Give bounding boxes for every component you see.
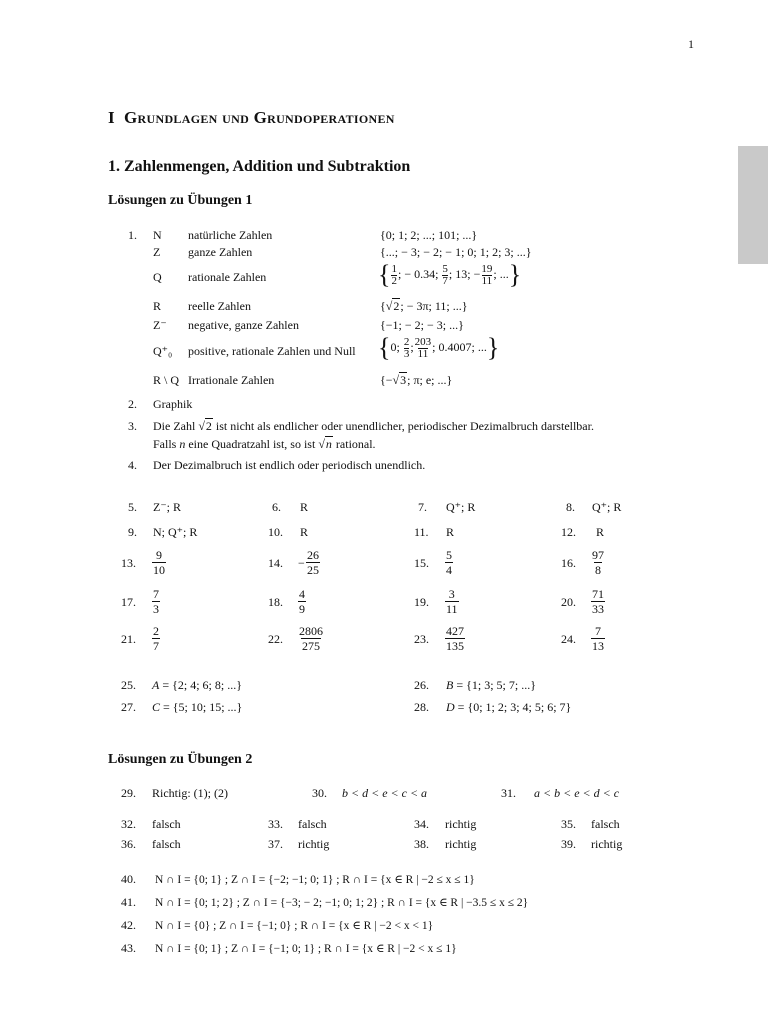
answer-value: richtig (445, 817, 477, 831)
answer-number: 18. (268, 595, 283, 609)
set-definition: B = {1; 3; 5; 7; ...} (446, 678, 536, 692)
answer-number: 12. (561, 525, 576, 539)
answer-value: Q⁺; R (446, 500, 476, 514)
answer-value: richtig (445, 837, 477, 851)
answer-value: Richtig: (1); (2) (152, 786, 228, 800)
fraction: $\frac{3}{11}$ (446, 587, 458, 616)
set-example-irr: {−√3; π; e; ...} (380, 373, 453, 387)
answer-number: 8. (566, 500, 575, 514)
answer-number: 7. (418, 500, 427, 514)
set-symbol: Z⁻ (153, 318, 167, 332)
fraction: $\frac{9}{10}$ (153, 548, 165, 577)
set-example: {−1; − 2; − 3; ...} (380, 318, 464, 332)
answer-number: 25. (121, 678, 136, 692)
answer-number: 13. (121, 556, 136, 570)
answer-number: 39. (561, 837, 576, 851)
answer-value: richtig (591, 837, 623, 851)
answer-number: 35. (561, 817, 576, 831)
intersection-answer: N ∩ I = {0; 1; 2} ; Z ∩ I = {−3; − 2; −1; 0; 1; 2} ; R ∩ I = {x ∈ R | −3.5 ≤ x ≤ 2} (155, 897, 529, 909)
fraction: $\frac{71}{33}$ (592, 587, 604, 616)
item-number-3: 3. (128, 419, 137, 433)
chapter-title: Grundlagen und Grundoperationen (124, 108, 395, 127)
chapter-number: I (108, 108, 115, 127)
answer-value: Z⁻; R (153, 500, 182, 514)
subsection-2-title: Lösungen zu Übungen 2 (108, 752, 253, 767)
answer-number: 23. (414, 632, 429, 646)
set-symbol: Q (153, 270, 162, 284)
item-text-2: Graphik (153, 397, 193, 411)
fraction: $\frac{7}{3}$ (153, 587, 159, 616)
fraction: $\frac{26}{25}$ (307, 548, 319, 577)
answer-number: 21. (121, 632, 136, 646)
answer-number: 30. (312, 786, 327, 800)
answer-number: 36. (121, 837, 136, 851)
answer-number: 41. (121, 895, 136, 909)
answer-value: falsch (152, 837, 181, 851)
answer-number: 14. (268, 556, 283, 570)
answer-number: 22. (268, 632, 283, 646)
answer-number: 11. (414, 525, 429, 539)
answer-value: falsch (298, 817, 327, 831)
answer-number: 40. (121, 872, 136, 886)
answer-number: 33. (268, 817, 283, 831)
answer-number: 9. (128, 525, 137, 539)
set-symbol: R \ Q (153, 373, 180, 387)
answer-value: falsch (152, 817, 181, 831)
answer-number: 15. (414, 556, 429, 570)
answer-value: R (596, 525, 605, 539)
subsection-1-title: Lösungen zu Übungen 1 (108, 193, 253, 208)
fraction: $\frac{7}{13}$ (592, 624, 604, 653)
set-symbol: N (153, 228, 162, 242)
set-symbol: R (153, 299, 162, 313)
set-example-q: { $\frac{1}{2}$ ; − 0.34; $\frac{5}{7}$ ; 13; − $\frac{19}{11}$ ; ...} (378, 260, 522, 289)
answer-number: 20. (561, 595, 576, 609)
answer-value: R (300, 500, 309, 514)
answer-number: 6. (272, 500, 281, 514)
answer-number: 16. (561, 556, 576, 570)
answer-number: 27. (121, 700, 136, 714)
answer-number: 32. (121, 817, 136, 831)
answer-number: 29. (121, 786, 136, 800)
fraction-sign: − (298, 556, 305, 570)
set-name: ganze Zahlen (188, 245, 253, 259)
answer-value: R (300, 525, 309, 539)
answer-number: 43. (121, 941, 136, 955)
answer-value: R (446, 525, 455, 539)
fraction: $\frac{2806}{275}$ (299, 624, 323, 653)
answer-number: 24. (561, 632, 576, 646)
intersection-answer: N ∩ I = {0; 1} ; Z ∩ I = {−1; 0; 1} ; R ∩ I = {x ∈ R | −2 < x ≤ 1} (155, 943, 457, 955)
item-number-2: 2. (128, 397, 137, 411)
fraction: $\frac{97}{8}$ (592, 548, 604, 577)
intersection-answer: N ∩ I = {0} ; Z ∩ I = {−1; 0} ; R ∩ I = {x ∈ R | −2 < x < 1} (155, 920, 434, 932)
set-name: negative, ganze Zahlen (188, 318, 299, 332)
answer-number: 37. (268, 837, 283, 851)
item-number-1: 1. (128, 228, 137, 242)
answer-number: 17. (121, 595, 136, 609)
answer-value: a < b < e < d < c (534, 786, 620, 800)
section-title: 1. Zahlenmengen, Addition und Subtraktion (108, 158, 411, 175)
item-text-3b: Falls n eine Quadratzahl ist, so ist √n rational. (153, 437, 376, 451)
answer-number: 38. (414, 837, 429, 851)
answer-number: 5. (128, 500, 137, 514)
set-definition: D = {0; 1; 2; 3; 4; 5; 6; 7} (446, 700, 572, 714)
fraction: $\frac{427}{135}$ (446, 624, 464, 653)
set-example-r: {√2; − 3π; 11; ...} (380, 299, 468, 313)
set-example: {0; 1; 2; ...; 101; ...} (380, 228, 478, 242)
set-example-q0: {0; $\frac{2}{3}$ ; $\frac{203}{11}$ ; 0.4007; ...} (378, 333, 500, 362)
set-symbol: Z (153, 245, 161, 259)
fraction: $\frac{2}{7}$ (153, 624, 159, 653)
set-definition: C = {5; 10; 15; ...} (152, 700, 243, 714)
set-symbol: Q⁺₀ (153, 344, 173, 358)
answer-number: 28. (414, 700, 429, 714)
set-name: rationale Zahlen (188, 270, 267, 284)
item-text-3a: Die Zahl √2 ist nicht als endlicher oder unendlicher, periodischer Dezimalbruch darstellbar. (153, 419, 594, 433)
item-text-4: Der Dezimalbruch ist endlich oder periodisch unendlich. (153, 458, 426, 472)
answer-value: falsch (591, 817, 620, 831)
set-name: Irrationale Zahlen (188, 373, 275, 387)
answer-value: N; Q⁺; R (153, 525, 198, 539)
page-number: 1 (688, 37, 694, 51)
answer-number: 42. (121, 918, 136, 932)
answer-value: richtig (298, 837, 330, 851)
answer-number: 10. (268, 525, 283, 539)
set-definition: A = {2; 4; 6; 8; ...} (152, 678, 242, 692)
answer-value: Q⁺; R (592, 500, 622, 514)
set-name: natürliche Zahlen (188, 228, 273, 242)
answer-number: 26. (414, 678, 429, 692)
answer-value: b < d < e < c < a (342, 786, 428, 800)
answer-number: 31. (501, 786, 516, 800)
answer-number: 19. (414, 595, 429, 609)
item-number-4: 4. (128, 458, 137, 472)
intersection-answer: N ∩ I = {0; 1} ; Z ∩ I = {−2; −1; 0; 1} ; R ∩ I = {x ∈ R | −2 ≤ x ≤ 1} (155, 874, 475, 886)
answer-number: 34. (414, 817, 429, 831)
chapter-heading (108, 108, 395, 128)
fraction: $\frac{5}{4}$ (446, 548, 452, 577)
set-name: reelle Zahlen (188, 299, 251, 313)
side-tab-marker (738, 146, 768, 264)
set-name: positive, rationale Zahlen und Null (188, 344, 356, 358)
fraction: $\frac{4}{9}$ (299, 587, 305, 616)
set-example: {...; − 3; − 2; − 1; 0; 1; 2; 3; ...} (380, 245, 532, 259)
